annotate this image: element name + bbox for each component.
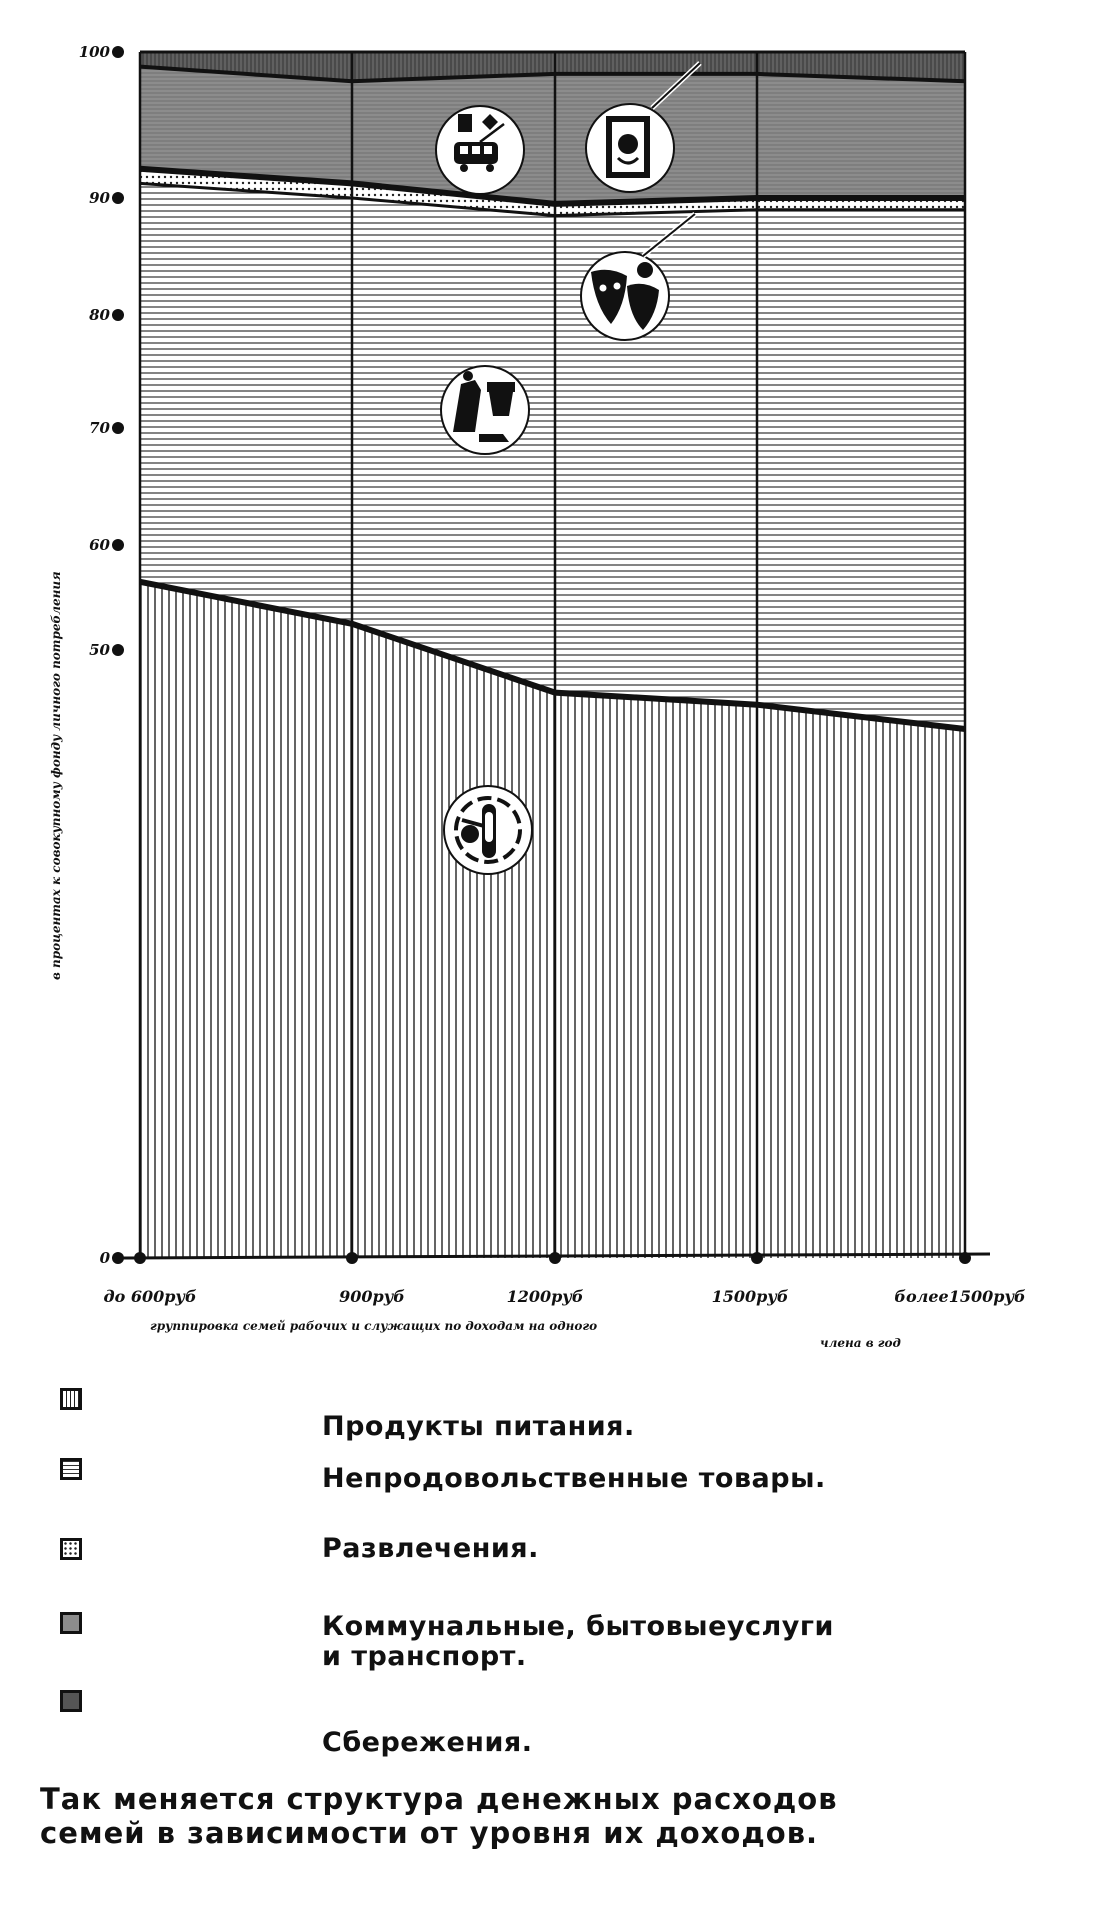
y-tick-dot	[112, 46, 124, 58]
y-tick-label: 70	[89, 419, 110, 437]
nonfood-swatch	[60, 1458, 82, 1480]
x-tick-dot	[549, 1252, 561, 1264]
caption-line-1: Так меняется структура денежных расходов	[40, 1782, 838, 1816]
x-tick-label: 900руб	[339, 1287, 405, 1306]
y-tick-label: 100	[78, 43, 110, 61]
y-tick-dot	[112, 644, 124, 656]
x-tick-dot	[346, 1252, 358, 1264]
legend-label: Продукты питания.	[322, 1411, 635, 1442]
x-tick-dot	[751, 1252, 763, 1264]
figure-caption	[40, 1782, 1060, 1850]
savings-swatch	[60, 1690, 82, 1712]
clothing-icon	[441, 366, 529, 454]
utilities-swatch	[60, 1612, 82, 1634]
x-tick-dot	[959, 1252, 971, 1264]
legend-label: Сбережения.	[322, 1727, 533, 1758]
y-tick-dot	[112, 422, 124, 434]
legend-label: Коммунальные, бытовыеуслуги и транспорт.	[322, 1611, 834, 1672]
y-tick-label: 90	[89, 189, 110, 207]
y-tick-label: 0	[99, 1249, 110, 1267]
y-axis	[79, 43, 124, 1267]
y-tick-dot	[112, 192, 124, 204]
x-tick-dot	[134, 1252, 146, 1264]
food-swatch	[60, 1388, 82, 1410]
x-axis-caption-line2: члена в год	[820, 1336, 901, 1350]
y-tick-label: 60	[89, 536, 110, 554]
y-tick-dot	[112, 309, 124, 321]
x-axis	[103, 1252, 1026, 1306]
transport-icon	[436, 106, 524, 194]
x-tick-label: 1200руб	[506, 1287, 584, 1306]
y-axis-title: в процентах к совокупному фонду личного потребления	[49, 571, 63, 980]
x-tick-label: до 600руб	[103, 1287, 197, 1306]
y-tick-label: 80	[89, 306, 110, 324]
y-tick-dot	[112, 539, 124, 551]
food-icon	[444, 786, 532, 874]
entertainment-swatch	[60, 1538, 82, 1560]
legend-label: Развлечения.	[322, 1533, 539, 1564]
caption-line-2: семей в зависимости от уровня их доходов.	[40, 1816, 819, 1850]
x-tick-label: 1500руб	[711, 1287, 789, 1306]
y-tick-label: 50	[89, 641, 110, 659]
x-axis-caption-line1: группировка семей рабочих и служащих по доходам на одного	[150, 1319, 598, 1333]
area-bands	[140, 52, 965, 1258]
x-tick-label: более1500руб	[894, 1287, 1026, 1306]
legend-label: Непродовольственные товары.	[322, 1463, 826, 1494]
